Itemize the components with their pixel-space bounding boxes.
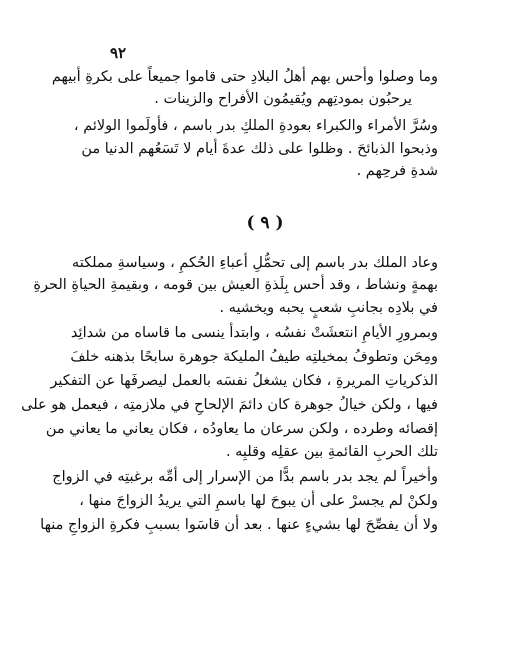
text-line: وأخيراً لم يجد بدر باسم بدًّا من الإسرار إلى أمِّه برغبتِه في الزواج: [52, 469, 438, 485]
text-line: ومِحَن وتطوفُ بمخيلتِه طيفُ المليكة جوهرة سابحًا بذهنه خلفَ: [70, 349, 438, 365]
section-heading: ( ٩ ): [246, 213, 284, 233]
text-line: وعاد الملك بدر باسم إلى تحمُّلِ أعباءِ الحُكمِ ، وسياسةِ مملكته: [71, 255, 438, 271]
text-line: في بلادِه بجانبِ شعبٍ يحبه ويخشيه .: [219, 300, 438, 316]
text-line: وما وصلوا وأحس بهم أهلُ البلادِ حتى قاموا جميعاً على بكرةِ أبيهم: [51, 69, 438, 85]
page-number: ٩٢: [110, 44, 127, 62]
text-line: يرحبُون بمودتِهم ويُقيمُون الأفراح والزينات .: [154, 91, 412, 107]
text-line: ولا أن يفصِّحَ لها بشيءٍ عنها . بعد أن قاسَوا بسببِ فكرةِ الزواجِ منها: [40, 517, 438, 533]
text-line: فيها ، ولكن خيالُ جوهرة كان دائمَ الإلحاحِ في ملازمتِه ، فيعمل هو على: [21, 397, 438, 413]
text-line: شدةِ فرحِهم .: [356, 163, 438, 179]
text-line: تلك الحربِ القائمةِ بين عقلِه وقلبِه .: [225, 444, 438, 460]
text-line: وبمرورِ الأيامِ انتعشَتْ نفسُه ، وابتدأ ينسى ما قاساه من شدائِد: [70, 325, 438, 341]
text-line: إقصائه وطرده ، ولكن سرعان ما يعاودُه ، فكان يعاني ما يعاني من: [45, 421, 438, 437]
text-line: وذبحوا الذبائحَ . وظلوا على ذلك عدةَ أيام لا تَسَعُهم الدنيا من: [81, 141, 438, 157]
text-line: ولكنْ لم يجسرْ على أن يبوحَ لها باسمِ التي يريدُ الزواجَ منها ،: [79, 493, 438, 509]
text-line: الذكرياتِ المريرةِ ، فكان يشغلُ نفسَه بالعمل ليصرفَها عن التفكير: [50, 373, 438, 389]
text-line: وسُرَّ الأمراء والكبراء بعودةِ الملكِ بدر باسم ، فأولَموا الولائم ،: [73, 118, 438, 134]
text-line: بهمةٍ ونشاط ، وقد أحس بِلَذةِ العيش بين قومه ، وبقيمةِ الحياةِ الحرةِ: [33, 277, 438, 293]
